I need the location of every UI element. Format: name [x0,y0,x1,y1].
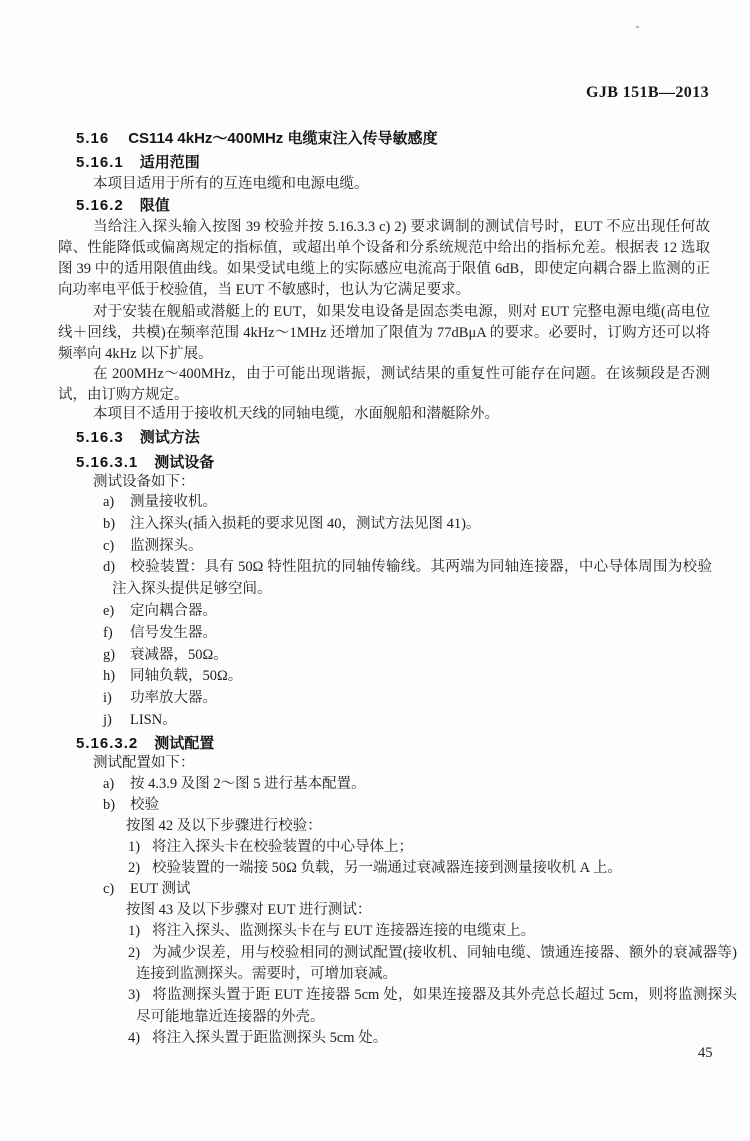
clause-5-16-3-1-heading [0,452,750,473]
list-item-text: 按 4.3.9 及图 2～图 5 进行基本配置。 [130,775,366,792]
list-item-label: b) [103,515,116,532]
equipment-list [0,492,750,732]
clause-title: 限值 [139,197,170,214]
list-item-text: 信号发生器。 [130,624,217,641]
list-item-label: a) [103,494,115,510]
step-text: 将注入探头卡在校验装置的中心导体上； [152,838,413,855]
clause-5-16-3-heading [0,427,750,448]
list-item-h [103,666,712,688]
config-item-c [103,879,712,900]
list-item-label: i) [103,690,112,707]
list-item-text: 定向耦合器。 [130,602,217,619]
config-list-intro: 测试配置如下： [93,754,195,771]
eut-test-step-3 [128,985,737,1028]
step-label: 2) [128,860,141,877]
list-item-text: 校验 [130,796,159,813]
list-item-i [103,688,712,710]
clause-5-16-2-heading [0,195,750,216]
equipment-list-intro: 测试设备如下： [93,474,195,490]
page-number: 45 [698,1045,713,1061]
list-item-label: f) [103,624,113,641]
list-item-b [103,514,712,536]
step-text: 将监测探头置于距 EUT 连接器 5cm 处，如果连接器及其外壳总长超过 5cm，则将监测探头尽可能地靠近连接器的外壳。 [136,987,737,1025]
eut-test-step-1 [128,921,737,942]
config-item-a [103,774,712,795]
list-item-e [103,601,712,623]
list-item-text: LISN。 [130,711,177,728]
clause-number: 5.16.3.2 [76,734,139,752]
list-item-text: 同轴负载，50Ω。 [130,668,243,685]
eut-test-steps-intro: 按图 43 及以下步骤对 EUT 进行测试： [126,902,372,919]
clause-number: 5.16 [76,130,110,147]
step-text: 将注入探头、监测探头卡在与 EUT 连接器连接的电缆束上。 [152,923,536,940]
step-label: 2) [128,944,141,961]
calibration-steps-intro: 按图 42 及以下步骤进行校验： [126,817,322,834]
clause-5-16-3-2-heading [0,733,750,754]
clause-5-16-2-paragraph-3: 在 200MHz～400MHz，由于可能出现谐振，测试结果的重复性可能存在问题。在该频段是否测试，由订购方规定。 [58,366,710,403]
list-item-text: 测量接收机。 [130,494,217,510]
clause-title: 测试方法 [139,429,200,446]
config-item-b [103,795,712,816]
list-item-a [103,492,712,514]
list-item-label: g) [103,646,116,663]
list-item-label: h) [103,668,116,685]
clause-5-16-1-paragraph: 本项目适用于所有的互连电缆和电源电缆。 [93,176,369,192]
clause-number: 5.16.1 [76,154,124,171]
step-text: 校验装置的一端接 50Ω 负载，另一端通过衰减器连接到测量接收机 A 上。 [152,860,622,877]
clause-5-16-2-paragraph-2: 对于安装在舰船或潜艇上的 EUT，如果发电设备是固态类电源，则对 EUT 完整电源电缆(高电位线＋回线，共模)在频率范围 4kHz～1MHz 还增加了限值为 77dBμA 的要求。必要时，订购方还可以将频率向 4kHz 以下扩展。 [58,304,710,362]
clause-5-16-2-paragraph-4: 本项目不适用于接收机天线的同轴电缆，水面舰船和潜艇除外。 [93,406,499,422]
calibration-step-1 [128,837,737,858]
list-item-text: 校验装置：具有 50Ω 特性阻抗的同轴传输线。其两端为同轴连接器，中心导体周围为校验注入探头提供足够空间。 [112,559,712,598]
step-text: 将注入探头置于距监测探头 5cm 处。 [152,1029,388,1046]
step-label: 1) [128,923,141,940]
clause-5-16-heading [0,128,750,149]
clause-number: 5.16.3.1 [76,454,139,471]
list-item-label: b) [103,796,116,813]
clause-number: 5.16.2 [76,197,124,214]
list-item-label: a) [103,775,115,792]
clause-5-16-2-paragraph-1: 当给注入探头输入按图 39 校验并按 5.16.3.3 c) 2) 要求调制的测试信号时，EUT 不应出现任何故障、性能降低或偏离规定的指标值，或超出单个设备和分系统规范中给出的指标允差。根据表 12 选取图 39 中的适用限值曲线。如果受试电缆上的实际感应电流高于限值 6dB，即使定向耦合器上监测的正向功率电平低于校验值，当 EUT 不敏感时，也认为它满足要求。 [58,219,710,298]
list-item-text: 注入探头(插入损耗的要求见图 40，测试方法见图 41)。 [130,515,481,532]
list-item-f [103,623,712,645]
list-item-label: c) [103,537,115,554]
list-item-label: j) [103,711,112,728]
clause-title: 测试配置 [154,734,215,752]
list-item-label: e) [103,602,115,619]
step-label: 4) [128,1029,141,1046]
list-item-g [103,645,712,667]
list-item-j [103,710,712,732]
clause-number: 5.16.3 [76,429,124,446]
list-item-text: EUT 测试 [130,881,191,898]
list-item-c [103,536,712,558]
step-label: 3) [128,987,141,1004]
list-item-d [103,557,712,601]
step-label: 1) [128,838,141,855]
standard-code: GJB 151B—2013 [586,84,709,101]
eut-test-step-2 [128,943,737,986]
calibration-step-2 [128,858,737,879]
list-item-label: d) [103,559,116,576]
list-item-text: 监测探头。 [130,537,203,554]
list-item-text: 衰减器，50Ω。 [130,646,228,663]
eut-test-step-4 [128,1028,737,1049]
step-text: 为减少误差，用与校验相同的测试配置(接收机、同轴电缆、馈通连接器、额外的衰减器等)连接到监测探头。需要时，可增加衰减。 [136,944,737,982]
list-item-text: 功率放大器。 [130,690,217,707]
clause-title: 测试设备 [154,454,215,471]
clause-title: CS114 4kHz～400MHz 电缆束注入传导敏感度 [128,130,438,147]
list-item-label: c) [103,881,115,898]
clause-title: 适用范围 [139,154,200,171]
clause-5-16-1-heading [0,152,750,173]
